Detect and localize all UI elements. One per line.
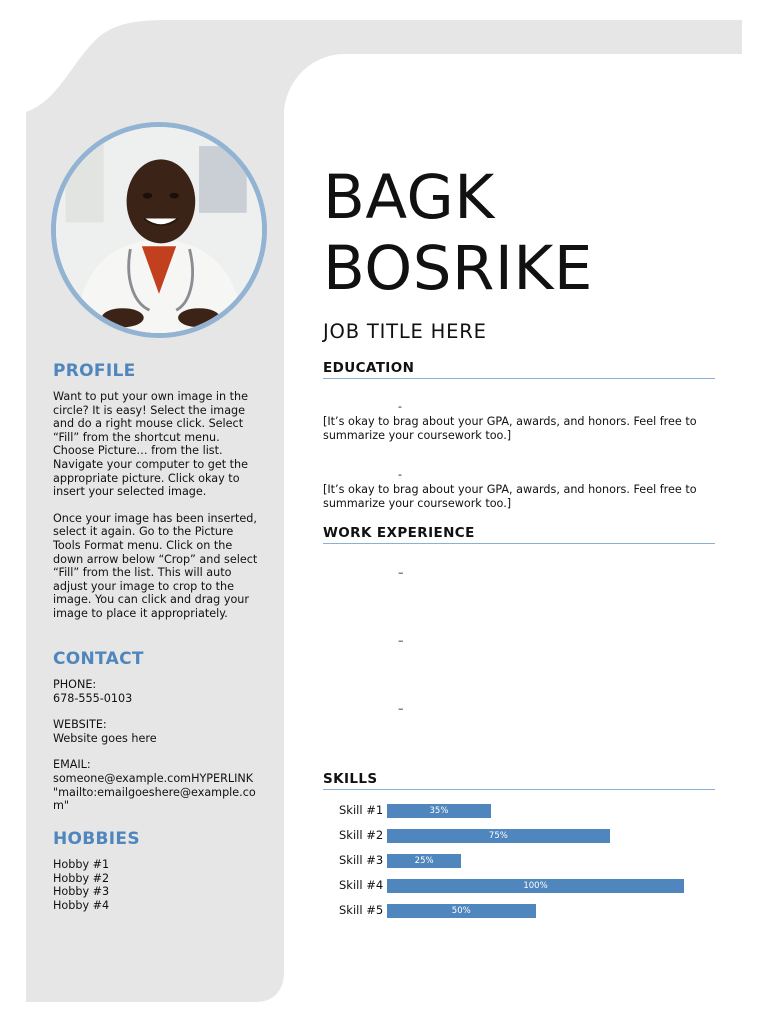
skill-bar: 100% [387, 879, 684, 893]
profile-paragraph-2: Once your image has been inserted, select it again. Go to the Picture Tools Format menu. Click on the down arrow below “Crop” and select “Fill” from the list. This will auto adjust your image to crop to the image. You can click and drag your image to place it appropriately. [53, 511, 258, 620]
profile-photo[interactable] [51, 122, 267, 338]
work-entry-1-dash: – [398, 566, 404, 579]
education-entry-1-dash: - [398, 400, 402, 413]
phone-value[interactable]: 678-555-0103 [53, 691, 133, 705]
profile-paragraph-1: Want to put your own image in the circle? It is easy! Select the image and do a right mouse click. Select “Fill” from the shortcut menu. Choose Picture… from the list. Navigate your computer to get the appropriate picture. Click okay to insert your selected image. [53, 390, 249, 499]
skill-name: Skill #5 [339, 903, 384, 917]
education-entry-1-text: [It’s okay to brag about your GPA, awards, and honors. Feel free to summarize your coursework too.] [323, 415, 697, 442]
work-entry-2-dash: – [398, 634, 404, 647]
phone-label: PHONE: [53, 678, 97, 691]
work-entry-3-dash: – [398, 702, 404, 715]
skill-row-5 [323, 902, 723, 918]
education-entry-2-text: [It’s okay to brag about your GPA, awards, and honors. Feel free to summarize your coursework too.] [323, 483, 697, 510]
website-label: WEBSITE: [53, 718, 107, 732]
skill-row-4 [323, 877, 723, 893]
work-experience-heading: WORK EXPERIENCE [323, 525, 715, 544]
email-label: EMAIL: [53, 758, 91, 772]
hobby-item: Hobby #4 [53, 898, 110, 912]
skill-row-3 [323, 852, 723, 868]
contact-section [53, 678, 265, 826]
skills-heading: SKILLS [323, 771, 715, 790]
contact-heading: CONTACT [53, 649, 144, 669]
profile-heading: PROFILE [53, 361, 136, 381]
education-heading: EDUCATION [323, 360, 715, 379]
skill-row-2 [323, 827, 723, 843]
skill-bar: 50% [387, 904, 536, 918]
hobbies-heading: HOBBIES [53, 829, 140, 849]
profile-section [53, 390, 265, 634]
email-value[interactable]: someone@example.comHYPERLINK "mailto:emailgoeshere@example.co m" [53, 771, 256, 813]
skill-name: Skill #3 [339, 853, 384, 867]
website-value[interactable]: Website goes here [53, 731, 157, 745]
hobbies-list [53, 858, 265, 912]
skill-bar: 35% [387, 804, 491, 818]
job-title: JOB TITLE HERE [323, 320, 487, 343]
hobby-item: Hobby #2 [53, 871, 110, 885]
name-last: BOSRIKE [323, 233, 593, 304]
education-entry-2-dash: - [398, 468, 402, 481]
skill-bar: 75% [387, 829, 610, 843]
hobby-item: Hobby #3 [53, 885, 110, 899]
skill-name: Skill #2 [339, 828, 384, 842]
doctor-portrait-icon [56, 127, 262, 333]
hobby-item: Hobby #1 [53, 858, 110, 871]
skill-name: Skill #4 [339, 878, 384, 892]
skill-row-1 [323, 802, 723, 818]
name-first: BAGK [323, 162, 495, 233]
skill-name: Skill #1 [339, 803, 384, 817]
skill-bar: 25% [387, 854, 461, 868]
